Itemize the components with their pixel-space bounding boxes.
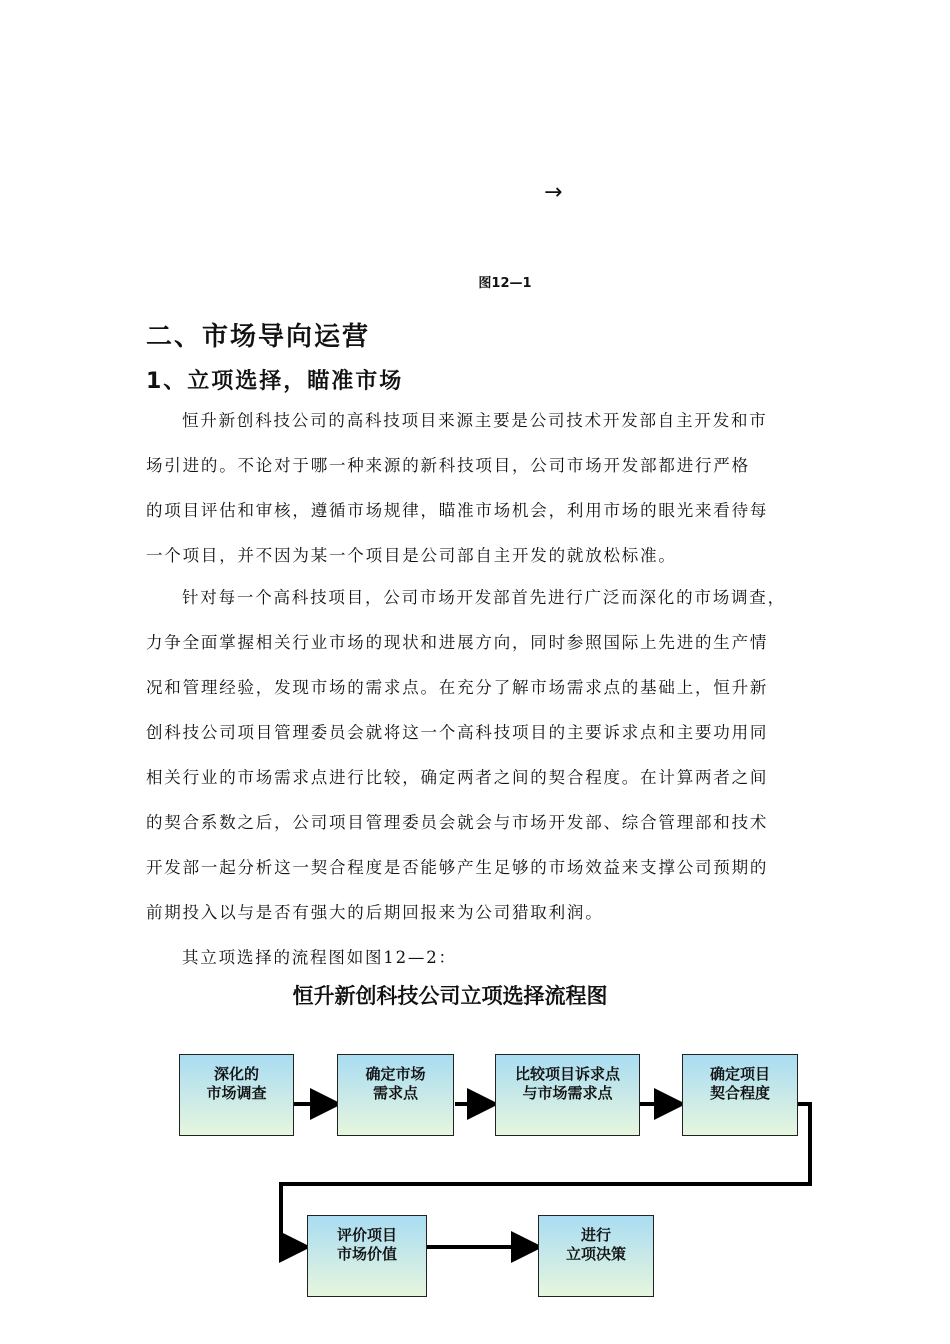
flow-step-label: 与市场需求点 bbox=[522, 1084, 613, 1102]
flow-step-2 bbox=[337, 1054, 454, 1136]
paragraph-line: 其立项选择的流程图如图12—2： bbox=[182, 948, 457, 967]
flow-step-5 bbox=[307, 1215, 427, 1297]
flow-step-label: 评价项目 bbox=[336, 1226, 397, 1244]
flow-step-label: 确定项目 bbox=[709, 1065, 770, 1083]
paragraph-line: 相关行业的市场需求点进行比较，确定两者之间的契合程度。在计算两者之间 bbox=[146, 768, 769, 787]
flow-step-4 bbox=[682, 1054, 798, 1136]
paragraph-line: 前期投入以与是否有强大的后期回报来为公司猎取利润。 bbox=[146, 903, 604, 922]
paragraph-line: 况和管理经验，发现市场的需求点。在充分了解市场需求点的基础上，恒升新 bbox=[146, 678, 769, 697]
flow-step-label: 立项决策 bbox=[565, 1245, 626, 1263]
flow-step-label: 确定市场 bbox=[365, 1065, 426, 1083]
flow-step-label: 比较项目诉求点 bbox=[514, 1065, 620, 1083]
paragraph-line: 力争全面掌握相关行业市场的现状和进展方向，同时参照国际上先进的生产情 bbox=[146, 633, 769, 652]
flow-step-6 bbox=[538, 1215, 654, 1297]
flowchart-title: 恒升新创科技公司立项选择流程图 bbox=[292, 984, 608, 1008]
section-heading: 二、市场导向运营 bbox=[146, 322, 371, 352]
paragraph-line: 的契合系数之后，公司项目管理委员会就会与市场开发部、综合管理部和技术 bbox=[146, 813, 769, 832]
flow-step-label: 深化的 bbox=[213, 1065, 259, 1083]
flow-step-1 bbox=[179, 1054, 294, 1136]
flow-step-label: 进行 bbox=[580, 1226, 611, 1244]
flow-step-label: 市场价值 bbox=[336, 1245, 397, 1263]
paragraph-line: 创科技公司项目管理委员会就将这一个高科技项目的主要诉求点和主要功用同 bbox=[146, 723, 769, 742]
subsection-heading: 1、立项选择，瞄准市场 bbox=[146, 369, 404, 394]
flow-step-label: 契合程度 bbox=[709, 1084, 770, 1102]
flow-step-label: 市场调查 bbox=[206, 1084, 267, 1102]
paragraph-line: 开发部一起分析这一契合程度是否能够产生足够的市场效益来支撑公司预期的 bbox=[146, 858, 769, 877]
paragraph-line: 场引进的。不论对于哪一种来源的新科技项目，公司市场开发部都进行严格 bbox=[146, 456, 750, 475]
figure-caption: 图12—1 bbox=[478, 276, 532, 291]
paragraph-line: 的项目评估和审核，遵循市场规律，瞄准市场机会，利用市场的眼光来看待每 bbox=[146, 501, 769, 520]
flow-step-3 bbox=[495, 1054, 640, 1136]
paragraph-line: 恒升新创科技公司的高科技项目来源主要是公司技术开发部自主开发和市 bbox=[182, 411, 768, 430]
paragraph-line: 一个项目，并不因为某一个项目是公司部自主开发的就放松标准。 bbox=[146, 546, 677, 565]
arrow-right-icon: → bbox=[544, 180, 563, 205]
paragraph-line: 针对每一个高科技项目，公司市场开发部首先进行广泛而深化的市场调查， bbox=[182, 588, 786, 607]
flow-step-label: 需求点 bbox=[372, 1084, 418, 1102]
